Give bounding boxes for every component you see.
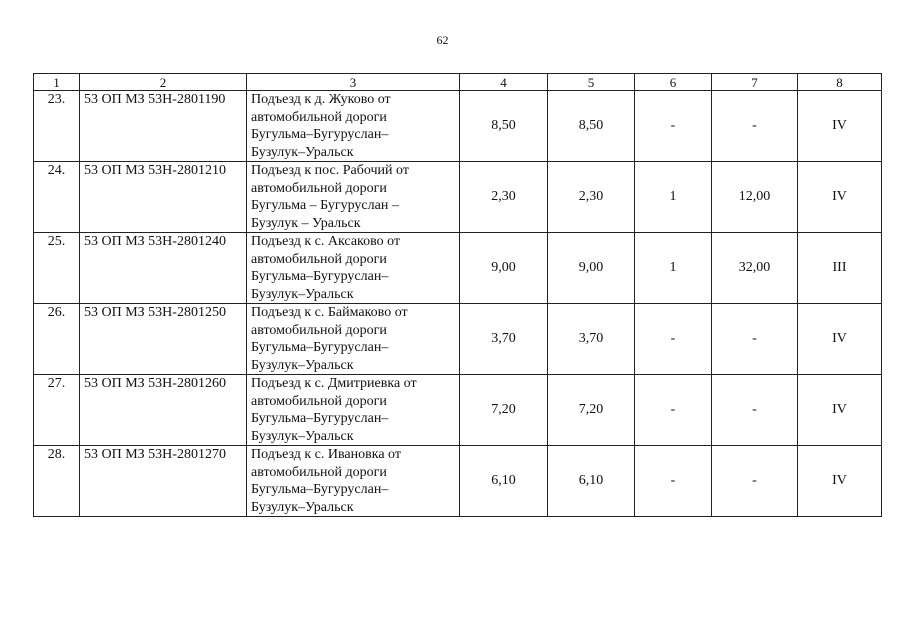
cell-col6: 1	[635, 162, 712, 233]
cell-col6: -	[635, 375, 712, 446]
cell-col8: IV	[798, 91, 882, 162]
table-row	[34, 304, 882, 375]
road-id-code: 53 ОП МЗ 53Н-2801260	[80, 375, 247, 446]
row-number: 27.	[34, 375, 80, 446]
road-name-line: Подъезд к пос. Рабочий от	[251, 163, 409, 178]
road-name	[247, 375, 460, 446]
road-name-line: Подъезд к с. Дмитриевка от	[251, 376, 417, 391]
road-name-line: Бугульма–Бугуруслан–	[251, 482, 389, 497]
cell-col7: -	[712, 375, 798, 446]
road-id-code: 53 ОП МЗ 53Н-2801270	[80, 446, 247, 517]
cell-col8: III	[798, 233, 882, 304]
cell-col4: 8,50	[460, 91, 548, 162]
row-number: 23.	[34, 91, 80, 162]
cell-col4: 7,20	[460, 375, 548, 446]
road-name-line: автомобильной дороги	[251, 251, 387, 267]
road-name-line: Подъезд к с. Баймаково от	[251, 305, 408, 320]
road-id-code: 53 ОП МЗ 53Н-2801240	[80, 233, 247, 304]
column-header: 1	[34, 74, 80, 91]
road-name	[247, 162, 460, 233]
column-header: 4	[460, 74, 548, 91]
row-number: 24.	[34, 162, 80, 233]
road-name-line: автомобильной дороги	[251, 180, 387, 196]
cell-col8: IV	[798, 375, 882, 446]
road-name-line: Бузулук–Уральск	[251, 144, 354, 160]
road-name-line: Бугульма – Бугуруслан –	[251, 198, 399, 213]
road-name-line: Бузулук–Уральск	[251, 357, 354, 373]
cell-col6: -	[635, 91, 712, 162]
road-id-code: 53 ОП МЗ 53Н-2801250	[80, 304, 247, 375]
table-row	[34, 375, 882, 446]
road-name-line: автомобильной дороги	[251, 393, 387, 409]
cell-col4: 2,30	[460, 162, 548, 233]
cell-col7: -	[712, 304, 798, 375]
cell-col7: -	[712, 91, 798, 162]
cell-col5: 2,30	[548, 162, 635, 233]
road-name	[247, 304, 460, 375]
road-name-line: Подъезд к с. Ивановка от	[251, 447, 401, 462]
road-name-line: Подъезд к с. Аксаково от	[251, 234, 401, 249]
cell-col7: 12,00	[712, 162, 798, 233]
cell-col4: 6,10	[460, 446, 548, 517]
page-number: 62	[436, 33, 449, 47]
cell-col7: 32,00	[712, 233, 798, 304]
road-id-code: 53 ОП МЗ 53Н-2801210	[80, 162, 247, 233]
row-number: 26.	[34, 304, 80, 375]
cell-col5: 7,20	[548, 375, 635, 446]
cell-col6: 1	[635, 233, 712, 304]
cell-col8: IV	[798, 446, 882, 517]
road-name-line: автомобильной дороги	[251, 464, 387, 480]
row-number: 25.	[34, 233, 80, 304]
cell-col4: 9,00	[460, 233, 548, 304]
road-name-line: Бугульма–Бугуруслан–	[251, 127, 389, 142]
column-number-row	[34, 74, 882, 91]
table-row	[34, 91, 882, 162]
cell-col5: 6,10	[548, 446, 635, 517]
road-id-code: 53 ОП МЗ 53Н-2801190	[80, 91, 247, 162]
road-name-line: Бугульма–Бугуруслан–	[251, 411, 389, 426]
row-number: 28.	[34, 446, 80, 517]
cell-col7: -	[712, 446, 798, 517]
table-row	[34, 162, 882, 233]
cell-col8: IV	[798, 162, 882, 233]
road-name-line: Бузулук–Уральск	[251, 286, 354, 302]
road-name	[247, 446, 460, 517]
cell-col6: -	[635, 446, 712, 517]
road-name-line: Бузулук – Уральск	[251, 215, 361, 231]
road-name-line: Бугульма–Бугуруслан–	[251, 269, 389, 284]
column-header: 8	[798, 74, 882, 91]
column-header: 6	[635, 74, 712, 91]
cell-col4: 3,70	[460, 304, 548, 375]
road-name-line: автомобильной дороги	[251, 109, 387, 125]
road-name-line: Бугульма–Бугуруслан–	[251, 340, 389, 355]
cell-col5: 3,70	[548, 304, 635, 375]
road-name	[247, 91, 460, 162]
roads-table	[33, 73, 882, 517]
cell-col5: 8,50	[548, 91, 635, 162]
cell-col8: IV	[798, 304, 882, 375]
road-name-line: Бузулук–Уральск	[251, 428, 354, 444]
road-name-line: Бузулук–Уральск	[251, 499, 354, 515]
road-name-line: Подъезд к д. Жуково от	[251, 92, 391, 107]
road-name-line: автомобильной дороги	[251, 322, 387, 338]
column-header: 3	[247, 74, 460, 91]
road-name	[247, 233, 460, 304]
cell-col6: -	[635, 304, 712, 375]
table-row	[34, 446, 882, 517]
cell-col5: 9,00	[548, 233, 635, 304]
column-header: 2	[80, 74, 247, 91]
column-header: 7	[712, 74, 798, 91]
table-row	[34, 233, 882, 304]
column-header: 5	[548, 74, 635, 91]
